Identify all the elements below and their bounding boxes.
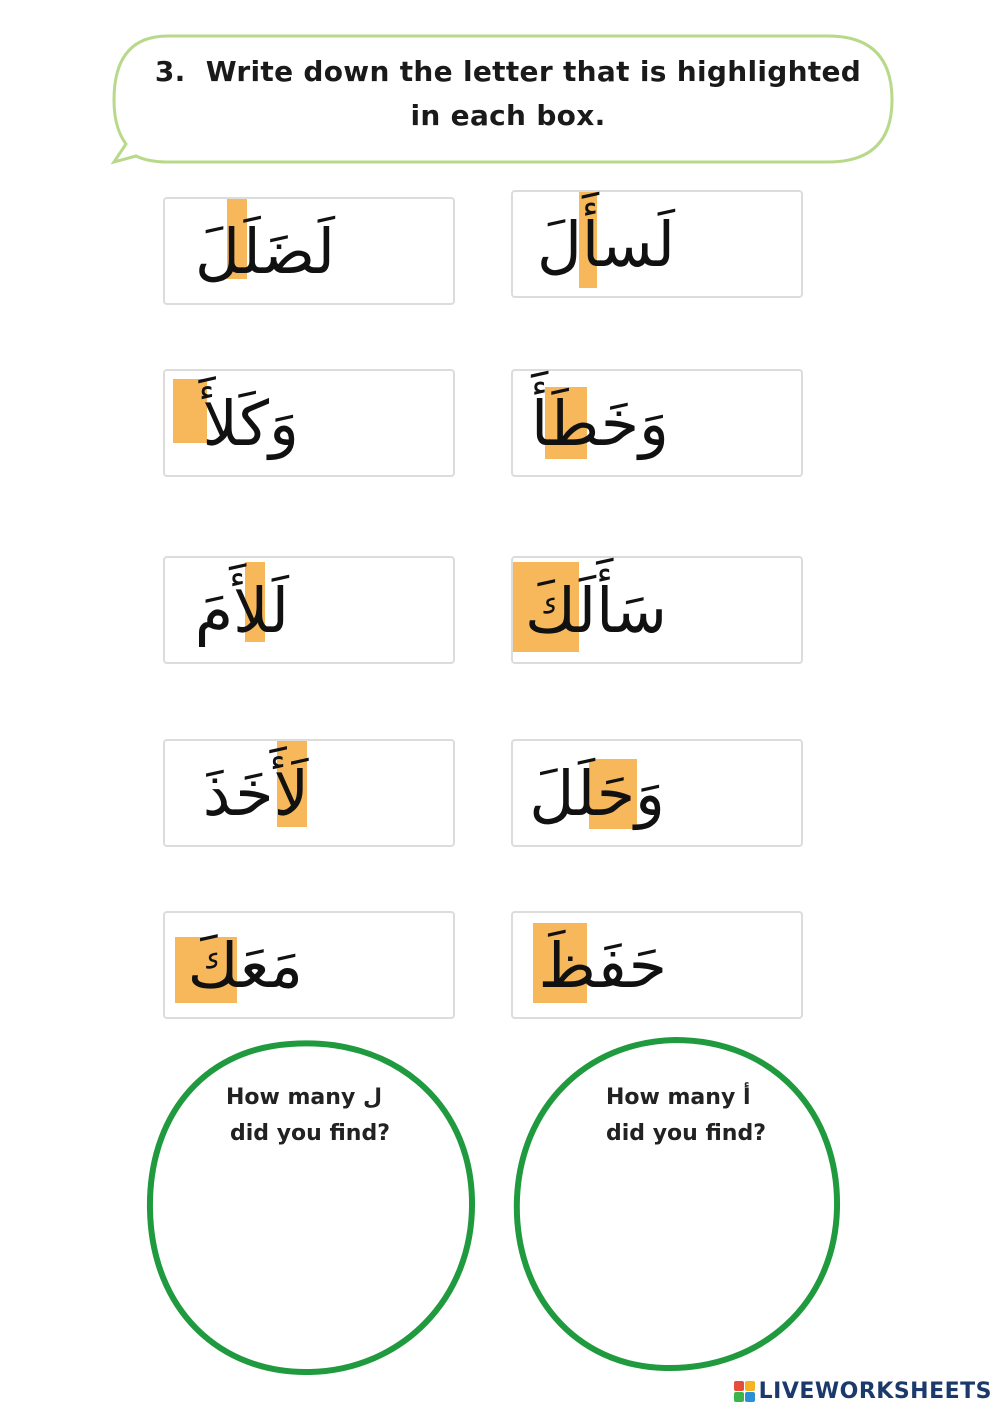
question-right-line1: How many أ <box>606 1085 751 1110</box>
instruction-text <box>128 50 888 138</box>
arabic-word: سَأَلَكَ <box>525 573 667 647</box>
word-box-7 <box>163 739 455 847</box>
instruction-bubble <box>108 30 898 170</box>
arabic-word: وَحَلَلَ <box>529 756 665 830</box>
question-right <box>606 1080 766 1152</box>
brand-name: LIVEWORKSHEETS <box>758 1378 992 1404</box>
arabic-word: حَفَظَ <box>538 928 667 1002</box>
word-box-9 <box>163 911 455 1019</box>
instruction-number: 3. <box>154 55 186 88</box>
question-left-line2: did you find? <box>230 1121 390 1146</box>
word-box-4 <box>511 369 803 477</box>
word-box-6 <box>511 556 803 664</box>
word-box-1 <box>163 197 455 305</box>
word-box-8 <box>511 739 803 847</box>
instruction-line1: Write down the letter that is highlighted <box>205 55 862 88</box>
question-left <box>226 1080 390 1152</box>
instruction-line2: in each box. <box>410 99 606 132</box>
arabic-word: لَسأَلَ <box>536 207 675 281</box>
word-box-10 <box>511 911 803 1019</box>
question-right-line2: did you find? <box>606 1121 766 1146</box>
word-box-2 <box>511 190 803 298</box>
arabic-word: لَلأَمَ <box>194 573 289 647</box>
brand-logo <box>734 1376 992 1406</box>
logo-icon <box>734 1381 755 1402</box>
question-left-line1: How many ل <box>226 1085 383 1110</box>
arabic-word: وَكَلأَ <box>202 386 299 460</box>
arabic-word: لَأَخَذَ <box>202 756 309 830</box>
arabic-word: وَخَطَأَ <box>530 386 669 460</box>
word-box-5 <box>163 556 455 664</box>
arabic-word: مَعَكَ <box>187 928 303 1002</box>
word-box-3 <box>163 369 455 477</box>
arabic-word: لَضَلَلَ <box>194 214 335 288</box>
